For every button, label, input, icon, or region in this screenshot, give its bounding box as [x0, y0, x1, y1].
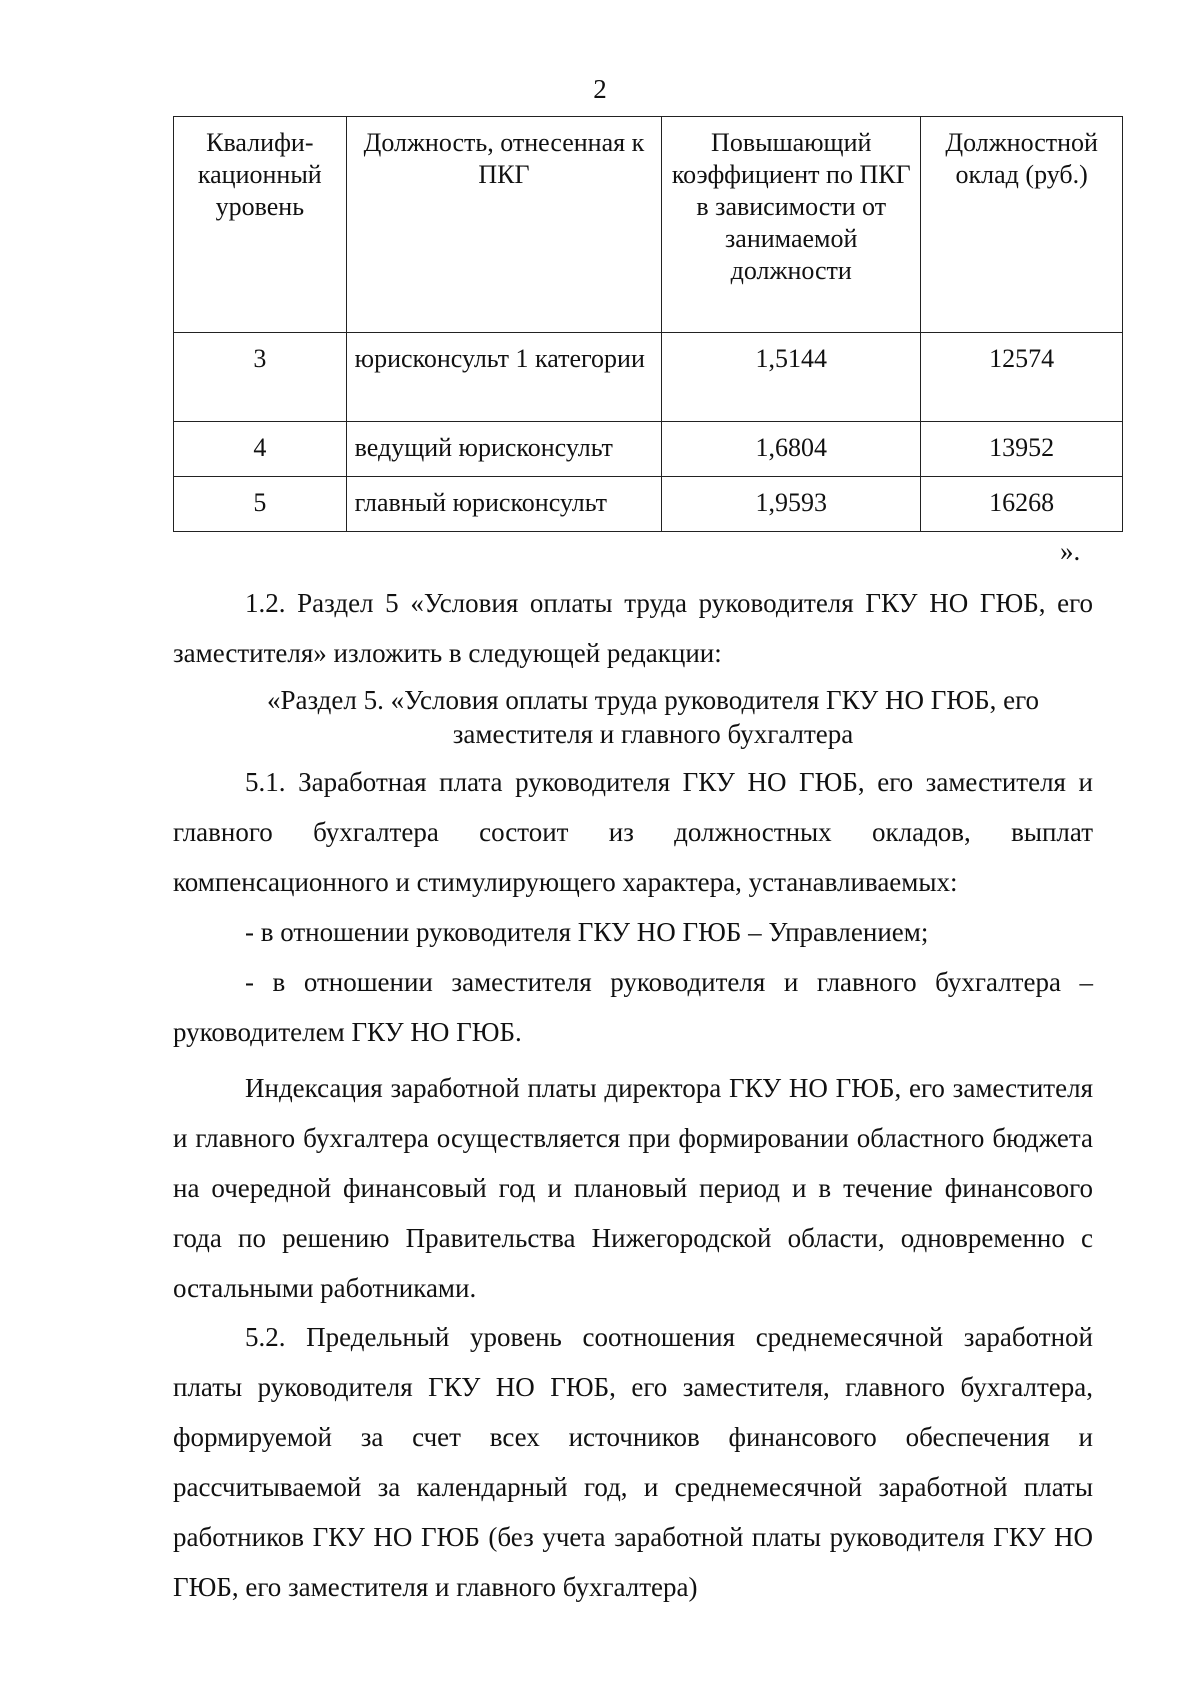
header-coefficient: Повышающий коэффициент по ПКГ в зависимости от занимаемой должности — [662, 117, 921, 333]
table-row — [174, 333, 1123, 422]
page-number: 2 — [593, 74, 607, 104]
cell-salary: 16268 — [921, 477, 1123, 532]
cell-position: главный юрисконсульт — [346, 477, 662, 532]
cell-level: 5 — [174, 477, 347, 532]
cell-level: 4 — [174, 422, 347, 477]
list-item-head: - в отношении руководителя ГКУ НО ГЮБ – Управлением; — [245, 917, 929, 947]
cell-position: юрисконсульт 1 категории — [346, 333, 662, 422]
cell-level: 3 — [174, 333, 347, 422]
paragraph-1-2: 1.2. Раздел 5 «Условия оплаты труда руководителя ГКУ НО ГЮБ, его заместителя» изложить в следующей редакции: — [173, 588, 1093, 668]
cell-salary: 12574 — [921, 333, 1123, 422]
table-header-row — [174, 117, 1123, 333]
pkg-salary-table — [173, 116, 1123, 532]
closing-quote: ». — [1060, 536, 1081, 566]
cell-coefficient: 1,5144 — [662, 333, 921, 422]
cell-salary: 13952 — [921, 422, 1123, 477]
table-row — [174, 422, 1123, 477]
header-position: Должность, отнесенная к ПКГ — [346, 117, 662, 333]
cell-coefficient: 1,9593 — [662, 477, 921, 532]
cell-position: ведущий юрисконсульт — [346, 422, 662, 477]
cell-coefficient: 1,6804 — [662, 422, 921, 477]
header-salary: Должностной оклад (руб.) — [921, 117, 1123, 333]
header-qualification-level: Квалифи-кационный уровень — [174, 117, 347, 333]
paragraph-5-2: 5.2. Предельный уровень соотношения среднемесячной заработной платы руководителя ГКУ НО ГЮБ, его заместителя, главного бухгалтера, формируемой за счет всех источников финансового обеспечения и рассчитываемой за календарный год, и среднемесячной заработной платы работников ГКУ НО ГЮБ (без учета заработной платы руководителя ГКУ НО ГЮБ, его заместителя и главного бухгалтера) — [173, 1322, 1093, 1602]
table-row — [174, 477, 1123, 532]
paragraph-5-1: 5.1. Заработная плата руководителя ГКУ НО ГЮБ, его заместителя и главного бухгалтера состоит из должностных окладов, выплат компенсационного и стимулирующего характера, устанавливаемых: — [173, 767, 1093, 897]
list-item-deputy: - в отношении заместителя руководителя и главного бухгалтера – руководителем ГКУ НО ГЮБ. — [173, 967, 1093, 1047]
section-title: «Раздел 5. «Условия оплаты труда руководителя ГКУ НО ГЮБ, его заместителя и главного бухгалтера — [267, 685, 1039, 749]
paragraph-indexation: Индексация заработной платы директора ГКУ НО ГЮБ, его заместителя и главного бухгалтера осуществляется при формировании областного бюджета на очередной финансовый год и плановый период и в течение финансового года по решению Правительства Нижегородской области, одновременно с остальными работниками. — [173, 1073, 1093, 1303]
